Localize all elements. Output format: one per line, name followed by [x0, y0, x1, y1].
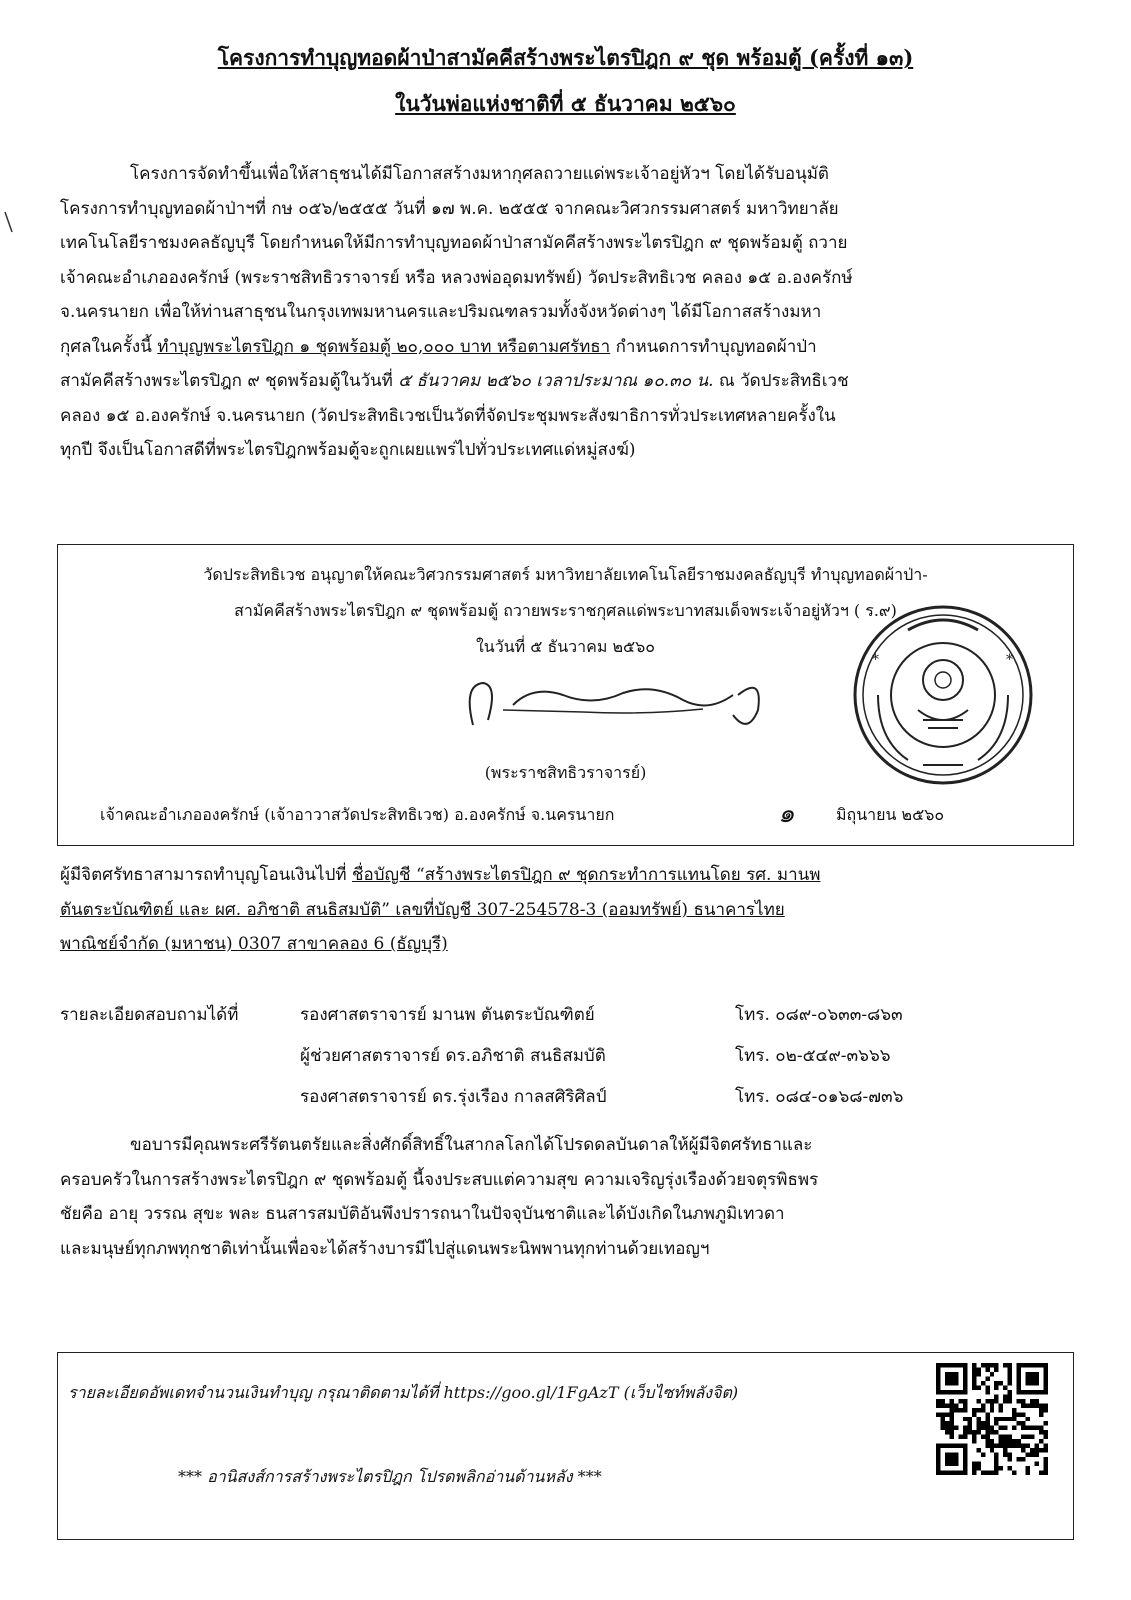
intro-text: กุศลในครั้งนี้: [60, 336, 158, 357]
intro-paragraph: [60, 157, 1072, 468]
intro-line: โครงการทำบุญทอดผ้าป่าฯที่ กษ ๐๕๖/๒๕๕๕ วันที่ ๑๗ พ.ค. ๒๕๕๕ จากคณะวิศวกรรมศาสตร์ มหาวิทยาลัย: [60, 198, 839, 219]
contact-phone: โทร. ๐๘๙-๐๖๓๓-๘๖๓: [735, 1005, 903, 1025]
contact-name: รองศาสตราจารย์ ดร.รุ่งเรือง กาลสศิริศิลป์: [300, 1087, 607, 1107]
donation-paragraph: [60, 858, 1072, 962]
blessing-line: และมนุษย์ทุกภพทุกชาติเท่านั้นเพื่อจะได้สร้างบารมีไปสู่แดนพระนิพพานทุกท่านด้วยเทอญฯ: [60, 1238, 710, 1259]
donation-line: พาณิชย์จำกัด (มหาชน) 0307 สาขาคลอง 6 (ธัญบุรี): [60, 934, 448, 954]
intro-text: กำหนดการทำบุญทอดผ้าป่า: [610, 336, 817, 357]
qr-code-icon[interactable]: [936, 1363, 1048, 1475]
signer-position: เจ้าคณะอำเภอองครักษ์ (เจ้าอาวาสวัดประสิทธิเวช) อ.องครักษ์ จ.นครนายก: [100, 805, 615, 824]
date-day-handwritten: ๑: [778, 799, 795, 829]
donation-line: [60, 858, 1072, 893]
permission-box: [57, 544, 1074, 846]
event-datetime-text: ๕ ธันวาคม ๒๕๖๐ เวลาประมาณ ๑๐.๓๐ น.: [398, 371, 714, 391]
update-info-text: รายละเอียดอัพเดทจำนวนเงินทำบุญ กรุณาติดตามได้ที่ https://goo.gl/1FgAzT (เว็บไซท์พลังจิต): [68, 1383, 739, 1402]
document-title-line2: ในวันพ่อแห่งชาติที่ ๕ ธันวาคม ๒๕๖๐: [395, 91, 736, 116]
intro-text: สามัคคีสร้างพระไตรปิฎก ๙ ชุดพร้อมตู้ในวันที่: [60, 371, 399, 391]
intro-line: จ.นครนายก เพื่อให้ท่านสาธุชนในกรุงเทพมหานครและปริมณฑลรวมทั้งจังหวัดต่างๆ ได้มีโอกาสสร้างมหา: [60, 302, 822, 322]
contact-phone: โทร. ๐๘๔-๐๑๖๘-๗๓๖: [735, 1087, 904, 1107]
svg-text:*: *: [1006, 652, 1013, 668]
scan-mark: [4, 210, 14, 234]
intro-text: ณ วัดประสิทธิเวช: [713, 371, 849, 391]
temple-seal-stamp: [848, 600, 1038, 790]
handwritten-signature: [443, 665, 773, 745]
contact-phone: โทร. ๐๒-๕๔๙-๓๖๖๖: [735, 1046, 891, 1066]
intro-line: ทุกปี จึงเป็นโอกาสดีที่พระไตรปิฎกพร้อมตู้จะถูกเผยแพร่ไปทั่วประเทศแด่หมู่สงฆ์): [60, 440, 636, 460]
donation-text: ผู้มีจิตศรัทธาสามารถทำบุญโอนเงินไปที่: [60, 865, 352, 885]
permission-line: ในวันที่ ๕ ธันวาคม ๒๕๖๐: [475, 637, 656, 656]
blessing-paragraph: [60, 1128, 1072, 1266]
contact-name: รองศาสตราจารย์ มานพ ตันตระบัณฑิตย์: [300, 1005, 595, 1025]
blessing-line: ชัยคือ อายุ วรรณ สุขะ พละ ธนสารสมบัติอันพึงปรารถนาในปัจจุบันชาติและได้บังเกิดในภพภูมิเทวดา: [60, 1204, 785, 1224]
permission-line: วัดประสิทธิเวช อนุญาตให้คณะวิศวกรรมศาสตร์ มหาวิทยาลัยเทคโนโลยีราชมงคลธัญบุรี ทำบุญทอดผ้าป่า-: [203, 565, 928, 584]
document-title-line1: โครงการทำบุญทอดผ้าป่าสามัคคีสร้างพระไตรปิฎก ๙ ชุด พร้อมตู้ (ครั้งที่ ๑๓): [217, 45, 914, 70]
intro-line: คลอง ๑๕ อ.องครักษ์ จ.นครนายก (วัดประสิทธิเวชเป็นวัดที่จัดประชุมพระสังฆาธิการทั่วประเทศหลายครั้งใน: [60, 405, 836, 426]
permission-line: สามัคคีสร้างพระไตรปิฎก ๙ ชุดพร้อมตู้ ถวายพระราชกุศลแด่พระบาทสมเด็จพระเจ้าอยู่หัวฯ ( ร.๙): [234, 601, 897, 620]
signer-title: (พระราชสิทธิวราจารย์): [484, 763, 647, 782]
svg-text:*: *: [872, 652, 879, 668]
donation-line: ตันตระบัณฑิตย์ และ ผศ. อภิชาติ สนธิสมบัติ” เลขที่บัญชี 307-254578-3 (ออมทรัพย์) ธนาคารไทย: [60, 899, 785, 920]
blessing-line: ครอบครัวในการสร้างพระไตรปิฎก ๙ ชุดพร้อมตู้ นี้จงประสบแต่ความสุข ความเจริญรุ่งเรืองด้วยจตุรพิธพร: [60, 1169, 819, 1190]
contact-label: รายละเอียดสอบถามได้ที่: [60, 1005, 239, 1025]
account-name-text: ชื่อบัญชี “สร้างพระไตรปิฎก ๙ ชุดกระทำการแทนโดย รศ. มานพ: [352, 865, 821, 885]
update-info-box: [57, 1352, 1074, 1540]
intro-line: โครงการจัดทำขึ้นเพื่อให้สาธุชนได้มีโอกาสสร้างมหากุศลถวายแด่พระเจ้าอยู่หัวฯ โดยได้รับอนุมัติ: [130, 164, 829, 184]
intro-line: [60, 330, 1072, 365]
backside-note: *** อานิสงส์การสร้างพระไตรปิฎก โปรดพลิกอ่านด้านหลัง ***: [178, 1467, 602, 1486]
signature-date: มิถุนายน ๒๕๖๐: [836, 805, 945, 824]
intro-line: เทคโนโลยีราชมงคลธัญบุรี โดยกำหนดให้มีการทำบุญทอดผ้าป่าสามัคคีสร้างพระไตรปิฎก ๙ ชุดพร้อมตู้ ถวาย: [60, 233, 848, 253]
contact-name: ผู้ช่วยศาสตราจารย์ ดร.อภิชาติ สนธิสมบัติ: [300, 1046, 606, 1066]
blessing-line: ขอบารมีคุณพระศรีรัตนตรัยและสิ่งศักดิ์สิทธิ์ในสากลโลกได้โปรดดลบันดาลให้ผู้มีจิตศรัทธาและ: [130, 1135, 813, 1155]
donation-amount-text: ทำบุญพระไตรปิฎก ๑ ชุดพร้อมตู้ ๒๐,๐๐๐ บาท หรือตามศรัทธา: [157, 336, 611, 357]
intro-line: [60, 364, 1072, 399]
intro-line: เจ้าคณะอำเภอองครักษ์ (พระราชสิทธิวราจารย์ หรือ หลวงพ่ออุดมทรัพย์) วัดประสิทธิเวช คลอง ๑๕ อ.องครักษ์: [60, 267, 853, 288]
